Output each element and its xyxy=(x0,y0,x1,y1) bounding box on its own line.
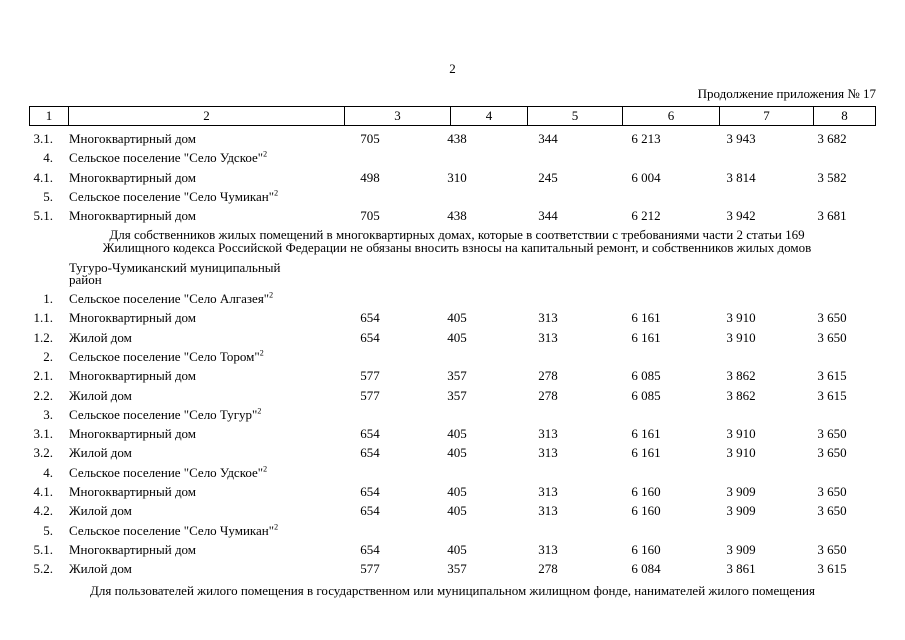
row-number: 5.1. xyxy=(33,541,53,557)
table-row xyxy=(0,387,905,405)
row-number: 2.1. xyxy=(33,368,53,384)
row-name xyxy=(69,309,196,327)
value-cell-col3: 654 xyxy=(360,503,380,519)
value-cell-col5: 245 xyxy=(538,169,558,185)
row-number: 3.2. xyxy=(33,445,53,461)
value-cell-col3: 705 xyxy=(360,131,380,146)
row-number: 4. xyxy=(43,464,53,480)
value-cell-col6: 6 161 xyxy=(631,445,661,461)
value-cell-col8: 3 650 xyxy=(817,445,847,461)
row-name xyxy=(69,406,261,424)
value-cell-col3: 654 xyxy=(360,310,380,326)
value-cell-col7: 3 862 xyxy=(726,387,756,403)
row-name-text: Сельское поселение "Село Удское" xyxy=(69,150,264,166)
value-cell-col5: 313 xyxy=(538,426,558,442)
row-number: 2. xyxy=(43,348,53,364)
row-name-text: Многоквартирный дом xyxy=(69,368,197,384)
row-name xyxy=(69,464,267,482)
row-name xyxy=(69,502,132,520)
value-cell-col7: 3 861 xyxy=(726,561,756,577)
table-row xyxy=(0,444,905,462)
table-row xyxy=(0,290,905,308)
row-name-text: Сельское поселение "Село Удское" xyxy=(69,464,264,480)
row-name xyxy=(69,329,132,347)
row-number: 2.2. xyxy=(33,387,53,403)
row-name xyxy=(69,169,196,187)
value-cell-col8: 3 650 xyxy=(817,426,847,442)
header-cell: 2 xyxy=(69,107,345,125)
row-name xyxy=(69,483,196,501)
value-cell-col3: 654 xyxy=(360,445,380,461)
row-name xyxy=(69,560,132,578)
value-cell-col8: 3 650 xyxy=(817,503,847,519)
row-name xyxy=(69,207,196,225)
row-name xyxy=(69,387,132,405)
table-row xyxy=(0,483,905,501)
section-note-line: Для собственников жилых помещений в многоквартирных домах, которые в соответствии с требованиями части 2 статьи 169 xyxy=(109,227,805,242)
value-cell-col8: 3 582 xyxy=(817,169,847,185)
value-cell-col7: 3 942 xyxy=(726,208,756,224)
value-cell-col7: 3 910 xyxy=(726,310,756,326)
value-cell-col4: 405 xyxy=(447,484,467,499)
value-cell-col7: 3 910 xyxy=(726,426,756,442)
page-number: 2 xyxy=(449,61,456,76)
row-number: 3.1. xyxy=(33,426,53,442)
value-cell-col3: 654 xyxy=(360,484,380,499)
value-cell-col4: 405 xyxy=(447,426,467,442)
value-cell-col4: 357 xyxy=(447,368,467,384)
table-row xyxy=(0,188,905,206)
table-row xyxy=(0,348,905,366)
row-number: 1. xyxy=(43,291,53,306)
table-row xyxy=(0,207,905,225)
value-cell-col6: 6 084 xyxy=(631,561,661,577)
value-cell-col7: 3 910 xyxy=(726,329,756,345)
row-name-text: Многоквартирный дом xyxy=(69,208,197,224)
row-name-text: Жилой дом xyxy=(69,445,132,461)
row-name-text: Сельское поселение "Село Чумикан" xyxy=(69,188,275,204)
value-cell-col4: 438 xyxy=(447,131,467,146)
row-number: 5. xyxy=(43,188,53,204)
value-cell-col6: 6 161 xyxy=(631,329,661,345)
value-cell-col3: 498 xyxy=(360,169,380,185)
row-name xyxy=(69,290,273,308)
value-cell-col4: 438 xyxy=(447,208,467,224)
value-cell-col7: 3 862 xyxy=(726,368,756,384)
row-number: 4.2. xyxy=(33,503,53,519)
value-cell-col6: 6 085 xyxy=(631,368,661,384)
row-name xyxy=(69,149,267,167)
value-cell-col6: 6 161 xyxy=(631,426,661,442)
value-cell-col3: 654 xyxy=(360,541,380,557)
row-name-text: Сельское поселение "Село Алгазея" xyxy=(69,291,270,306)
header-cell: 6 xyxy=(623,107,720,125)
value-cell-col6: 6 212 xyxy=(631,208,661,224)
value-cell-col8: 3 682 xyxy=(817,131,847,146)
row-number: 1.1. xyxy=(33,310,53,326)
value-cell-col6: 6 160 xyxy=(631,541,661,557)
table-row xyxy=(0,329,905,347)
row-name-text: Многоквартирный дом xyxy=(69,426,197,442)
value-cell-col3: 577 xyxy=(360,368,380,384)
value-cell-col5: 313 xyxy=(538,445,558,461)
row-number: 4.1. xyxy=(33,484,53,499)
header-cell: 5 xyxy=(528,107,623,125)
value-cell-col4: 357 xyxy=(447,561,467,577)
table-row xyxy=(0,560,905,578)
value-cell-col5: 278 xyxy=(538,561,558,577)
footnote-marker: 2 xyxy=(269,290,274,300)
table-row xyxy=(0,502,905,520)
table-row xyxy=(0,464,905,482)
value-cell-col7: 3 814 xyxy=(726,169,756,185)
value-cell-col8: 3 650 xyxy=(817,329,847,345)
row-name xyxy=(69,130,196,148)
value-cell-col3: 654 xyxy=(360,329,380,345)
row-number: 5.1. xyxy=(33,208,53,224)
value-cell-col4: 405 xyxy=(447,310,467,326)
value-cell-col3: 654 xyxy=(360,426,380,442)
value-cell-col4: 405 xyxy=(447,503,467,519)
row-name xyxy=(69,541,196,559)
header-cell: 4 xyxy=(451,107,528,125)
row-number: 4. xyxy=(43,150,53,166)
row-number: 4.1. xyxy=(33,169,53,185)
continuation-label: Продолжение приложения № 17 xyxy=(697,86,876,101)
value-cell-col8: 3 650 xyxy=(817,484,847,499)
row-number: 3.1. xyxy=(33,131,53,146)
row-name-text: Сельское поселение "Село Тугур" xyxy=(69,406,258,422)
table-row xyxy=(0,522,905,540)
value-cell-col6: 6 160 xyxy=(631,484,661,499)
row-name-text: Сельское поселение "Село Чумикан" xyxy=(69,522,275,538)
value-cell-col7: 3 910 xyxy=(726,445,756,461)
row-number: 3. xyxy=(43,406,53,422)
header-cell: 3 xyxy=(345,107,451,125)
value-cell-col5: 313 xyxy=(538,541,558,557)
value-cell-col8: 3 650 xyxy=(817,310,847,326)
district-line: Тугуро-Чумиканский муниципальный xyxy=(69,260,281,275)
value-cell-col5: 313 xyxy=(538,329,558,345)
row-name-text: Многоквартирный дом xyxy=(69,169,197,185)
row-name-text: Жилой дом xyxy=(69,387,132,403)
footnote-marker: 2 xyxy=(274,188,279,198)
value-cell-col5: 344 xyxy=(538,131,558,146)
table-row xyxy=(0,541,905,559)
value-cell-col3: 577 xyxy=(360,561,380,577)
value-cell-col5: 278 xyxy=(538,368,558,384)
value-cell-col4: 405 xyxy=(447,329,467,345)
value-cell-col6: 6 213 xyxy=(631,131,661,146)
row-name xyxy=(69,348,264,366)
table-row xyxy=(0,406,905,424)
value-cell-col8: 3 615 xyxy=(817,387,847,403)
value-cell-col5: 344 xyxy=(538,208,558,224)
footnote-marker: 2 xyxy=(263,464,268,474)
value-cell-col6: 6 160 xyxy=(631,503,661,519)
value-cell-col4: 310 xyxy=(447,169,467,185)
value-cell-col7: 3 943 xyxy=(726,131,756,146)
value-cell-col7: 3 909 xyxy=(726,541,756,557)
value-cell-col6: 6 004 xyxy=(631,169,661,185)
table-row xyxy=(0,149,905,167)
row-name xyxy=(69,188,278,206)
row-name-text: Многоквартирный дом xyxy=(69,541,197,557)
row-name xyxy=(69,444,132,462)
row-name xyxy=(69,367,196,385)
row-name xyxy=(69,425,196,443)
row-number: 1.2. xyxy=(33,329,53,345)
header-cell: 8 xyxy=(841,108,848,123)
footnote-marker: 2 xyxy=(259,348,264,358)
footnote-marker: 2 xyxy=(274,522,279,532)
row-number: 5.2. xyxy=(33,561,53,577)
value-cell-col5: 313 xyxy=(538,503,558,519)
value-cell-col4: 405 xyxy=(447,445,467,461)
section-note xyxy=(29,228,885,254)
district-name xyxy=(69,262,329,286)
value-cell-col8: 3 615 xyxy=(817,368,847,384)
value-cell-col7: 3 909 xyxy=(726,503,756,519)
value-cell-col8: 3 650 xyxy=(817,541,847,557)
row-name-text: Жилой дом xyxy=(69,503,132,519)
table-row xyxy=(0,309,905,327)
value-cell-col5: 278 xyxy=(538,387,558,403)
table-row xyxy=(0,367,905,385)
value-cell-col6: 6 161 xyxy=(631,310,661,326)
value-cell-col3: 577 xyxy=(360,387,380,403)
footnote-marker: 2 xyxy=(257,406,262,416)
value-cell-col5: 313 xyxy=(538,484,558,499)
footnote-marker: 2 xyxy=(263,149,268,159)
value-cell-col7: 3 909 xyxy=(726,484,756,499)
row-name-text: Сельское поселение "Село Тором" xyxy=(69,348,260,364)
value-cell-col3: 705 xyxy=(360,208,380,224)
section-note-line: Жилищного кодекса Российской Федерации не обязаны вносить взносы на капитальный ремонт, и собственников жилых домов xyxy=(102,240,812,255)
value-cell-col4: 405 xyxy=(447,541,467,557)
header-cell: 7 xyxy=(720,107,814,125)
header-cell: 1 xyxy=(30,107,69,125)
row-name xyxy=(69,522,278,540)
value-cell-col4: 357 xyxy=(447,387,467,403)
row-name-text: Жилой дом xyxy=(69,329,132,345)
row-name-text: Многоквартирный дом xyxy=(69,131,197,146)
value-cell-col6: 6 085 xyxy=(631,387,661,403)
table-row xyxy=(0,425,905,443)
table-header xyxy=(29,106,876,126)
value-cell-col8: 3 681 xyxy=(817,208,847,224)
row-name-text: Многоквартирный дом xyxy=(69,484,197,499)
bottom-note: Для пользователей жилого помещения в государственном или муниципальном жилищном фонде, нанимателей жилого помещения xyxy=(90,583,815,598)
row-name-text: Жилой дом xyxy=(69,561,132,577)
district-line: район xyxy=(69,272,102,287)
row-number: 5. xyxy=(43,522,53,538)
value-cell-col8: 3 615 xyxy=(817,561,847,577)
row-name-text: Многоквартирный дом xyxy=(69,310,197,326)
value-cell-col5: 313 xyxy=(538,310,558,326)
table-row xyxy=(0,169,905,187)
table-row xyxy=(0,130,905,148)
